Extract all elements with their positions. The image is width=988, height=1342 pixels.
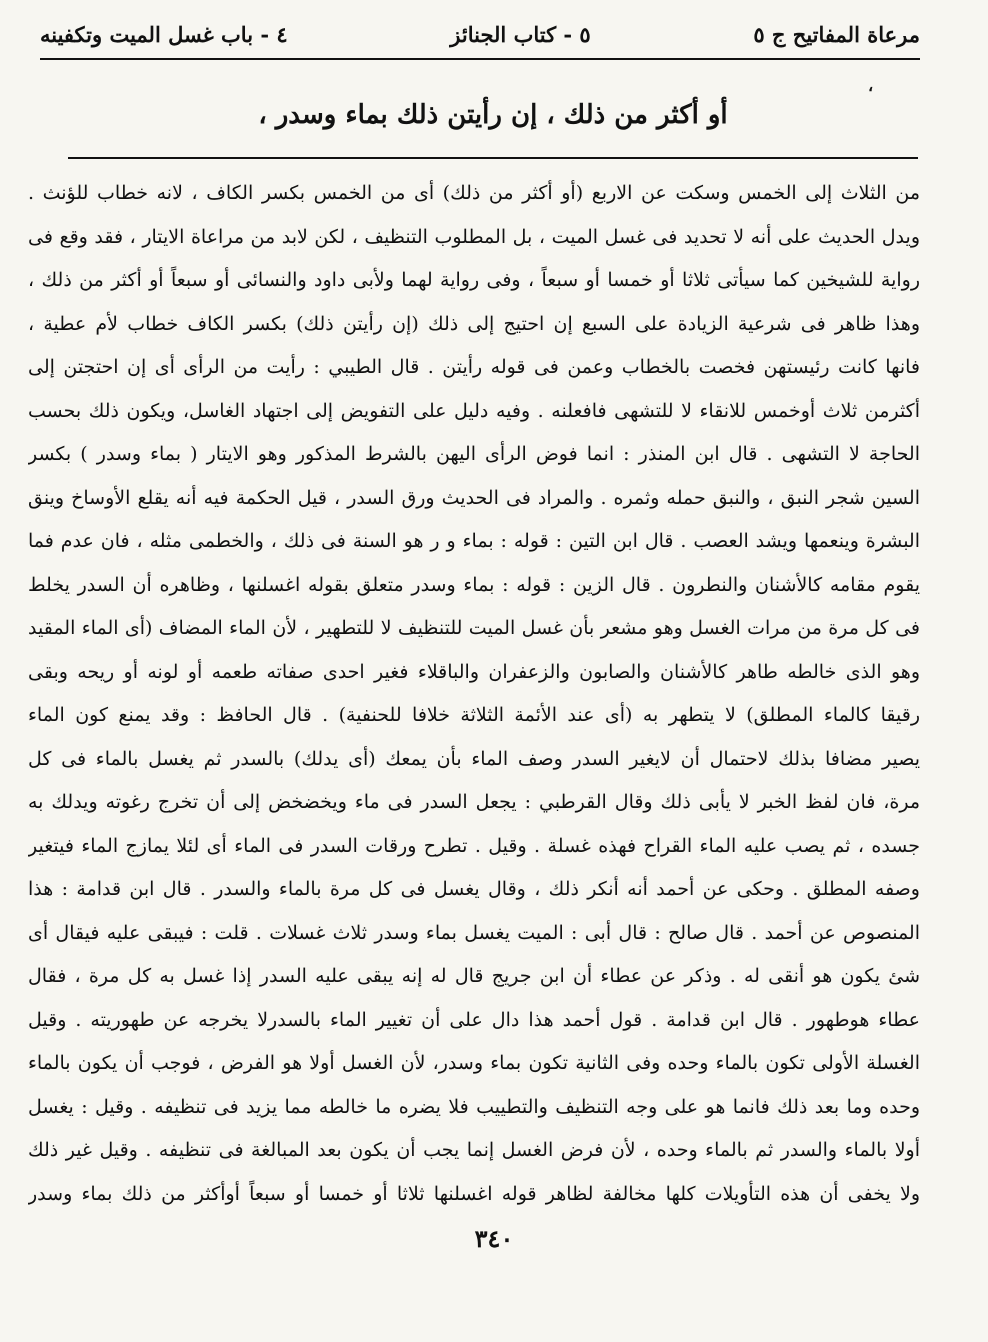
text-line: يقوم مقامه كالأشنان والنطرون . قال الزين : قوله : بماء وسدر متعلق بقوله اغسلنها ، وظاهره أن السدر يخلط [28, 573, 920, 596]
text-line: فى كل مرة من مرات الغسل وهو مشعر بأن غسل الميت للتنظيف لا للتطهير ، لأن الماء المضاف (أى الماء المقيد [28, 617, 920, 639]
header-rule [40, 58, 920, 60]
text-line: ولا يخفى أن هذه التأويلات كلها مخالفة لظاهر قوله اغسلنها ثلاثا أو خمسا أو سبعاً أوأكثر من ذلك بماء وسدر [28, 1182, 920, 1205]
chapter-title: ٥ - كتاب الجنائز [450, 21, 591, 47]
text-line: فانها كانت رئيستهن فخصت بالخطاب وعمن فى قوله رأيتن . قال الطيبي : رأيت من الرأى أى إن احتجتن إلى [28, 356, 920, 378]
corner-mark: ، [868, 76, 874, 95]
hadith-text: أو أكثر من ذلك ، إن رأيتن ذلك بماء وسدر ، [258, 100, 728, 130]
text-line: المنصوص عن أحمد . قال صالح : قال أبى : الميت يغسل بماء وسدر ثلاث غسلات . قلت : فيبقى عليه فيقال أى [28, 921, 920, 944]
running-header [40, 14, 920, 54]
text-line: الغسلة الأولى تكون بالماء وحده وفى الثانية تكون بماء وسدر، لأن الغسل أولا هو الفرض ، فوجب أن يكون بالماء [28, 1052, 920, 1074]
text-line: وحده وما بعد ذلك فانما هو على وجه التنظيف والتطييب فلا يضره ما خالطه مما يزيد فى تنظيفه . وقيل : يغسل [28, 1095, 920, 1118]
text-line: رقيقا كالماء المطلق) لا يتطهر به (أى عند الأئمة الثلاثة خلافا للحنفية) . قال الحافظ : وقد يمنع كون الماء [28, 704, 920, 726]
text-line: ويدل الحديث على أنه لا تحديد فى غسل الميت ، بل المطلوب التنظيف ، لكن لابد من مراعاة الايتار ، فقد وقع فى [28, 225, 920, 248]
commentary-text [28, 172, 920, 1216]
text-line: يصير مضافا بذلك لاحتمال أن لايغير السدر وصف الماء بأن يمعك (أى يدلك) بالسدر ثم يغسل بالماء فى كل [28, 747, 920, 770]
text-line: وهو الذى خالطه طاهر كالأشنان والصابون والزعفران والباقلاء فغير احدى صفاته طعمه أو لونه أو ريحه وبقى [28, 660, 920, 683]
text-line: رواية للشيخين كما سيأتى ثلاثا أو خمسا أو سبعاً ، وفى رواية لهما ولأبى داود والنسائى أو سبعاً أو أكثر من ذلك ، [28, 269, 920, 291]
text-line: أكثرمن ثلاث أوخمس للانقاء لا للتشهى فافعلنه . وفيه دليل على التفويض إلى اجتهاد الغاسل، ويكون ذلك بحسب [28, 399, 920, 422]
text-line: عطاء هوطهور . قال ابن قدامة . قول أحمد هذا دال على أن تغيير الماء بالسدرلا يخرجه عن طهوريته . وقيل [28, 1008, 920, 1031]
section-title: ٤ - باب غسل الميت وتكفينه [40, 21, 288, 47]
text-line: البشرة وينعمها ويشد العصب . قال ابن التين : قوله : بماء و ر هو السنة فى ذلك ، والخطمى مثله ، فان عدم فما [28, 530, 920, 552]
text-line: شئ يكون هو أنقى له . وذكر عن عطاء أن ابن جريج قال له إنه يبقى عليه السدر إذا غسل به كل مرة ، فقال [28, 965, 920, 987]
text-line: وصفه المطلق . وحكى عن أحمد أنه أنكر ذلك ، وقال يغسل فى كل مرة بالماء والسدر . قال ابن قدامة : هذا [28, 878, 920, 900]
text-line: مرة، فان لفظ الخبر لا يأبى ذلك وقال القرطبي : يجعل السدر فى ماء ويخضخض إلى أن تخرج رغوته ويدلك به [28, 791, 920, 813]
text-line: السين شجر النبق ، والنبق حمله وثمره . والمراد فى الحديث ورق السدر ، قيل الحكمة فيه أنه يقلع الأوساخ وينق [28, 486, 920, 509]
text-line: الحاجة لا التشهى . قال ابن المنذر : انما فوض الرأى اليهن بالشرط المذكور وهو الايتار ( بماء وسدر ) بكسر [28, 443, 920, 465]
text-line: من الثلاث إلى الخمس وسكت عن الاربع (أو أكثر من ذلك) أى من الخمس بكسر الكاف ، لانه خطاب للؤنث . [28, 182, 920, 204]
page-number: ٣٤٠ [474, 1224, 514, 1253]
commentary-divider [68, 157, 918, 159]
text-line: أولا بالماء والسدر ثم بالماء وحده ، لأن فرض الغسل إنما يجب أن يكون بعد المبالغة فى تنظيفه . وقيل غير ذلك [28, 1139, 920, 1161]
text-line: جسده ، ثم يصب عليه الماء القراح فهذه غسلة . وقيل . تطرح ورقات السدر فى الماء أى لئلا يمازج الماء فيتغير [28, 834, 920, 857]
book-title: مرعاة المفاتيح ج ٥ [753, 21, 920, 47]
text-line: وهذا ظاهر فى شرعية الزيادة على السبع إن احتيج إلى ذلك (إن رأيتن ذلك) بكسر الكاف خطاب لأم عطية ، [28, 312, 920, 335]
